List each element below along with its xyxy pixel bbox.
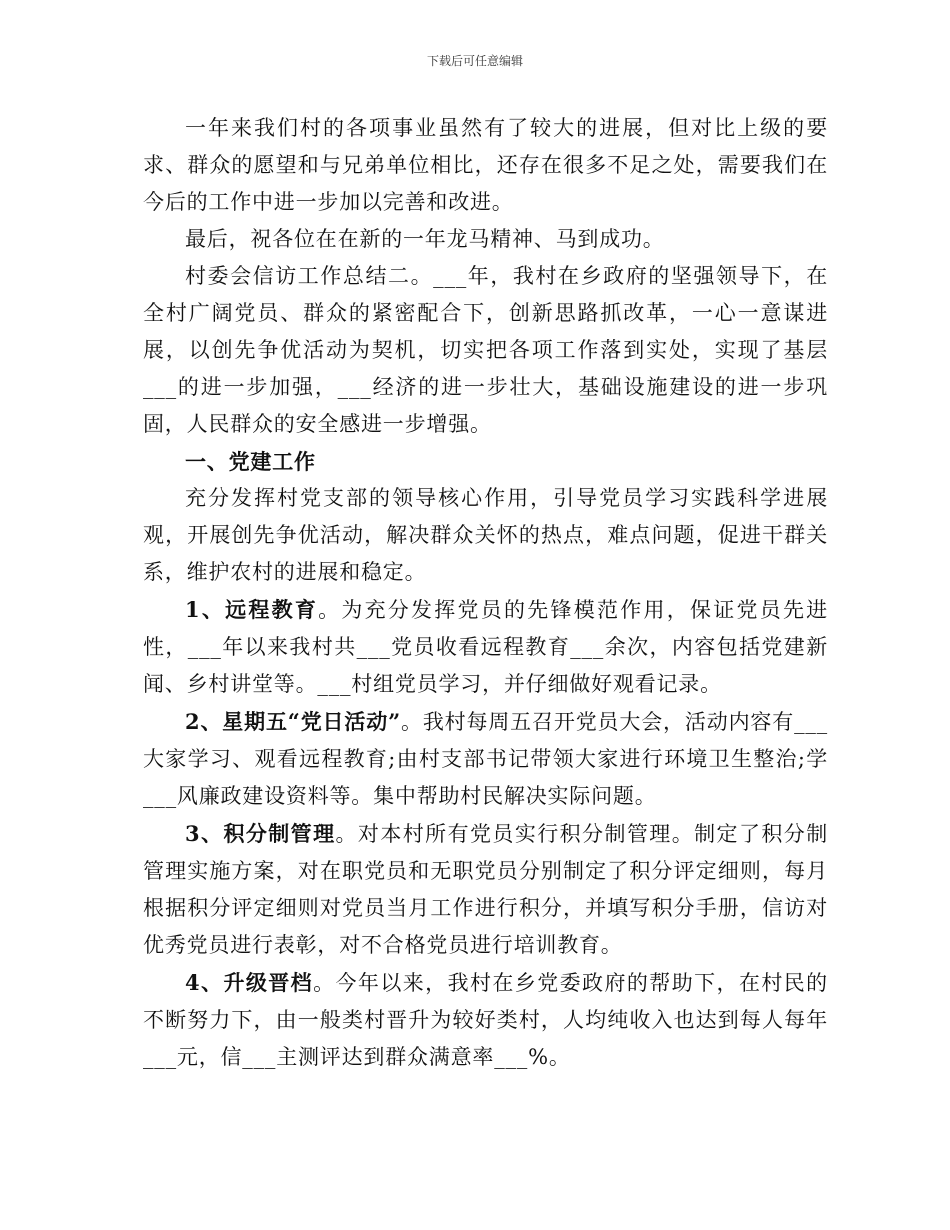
page-header-note: 下载后可任意编辑: [426, 54, 523, 68]
paragraph-text: 。对本村所有党员实行积分制管理。制定了积分制管理实施方案，对在职党员和无职党员分别制定了积分评定细则，每月根据积分评定细则对党员当月工作进行积分，并填写积分手册，信访对优秀党员进行表彰，对不合格党员进行培训教育。: [143, 822, 828, 957]
paragraph-shortcomings: [143, 110, 828, 221]
paragraph-text: 最后，祝各位在在新的一年龙马精神、马到成功。: [185, 227, 665, 251]
paragraph-friday-party-day: [143, 703, 828, 815]
paragraph-party-core-role: [143, 480, 828, 591]
paragraph-text: 一年来我们村的各项事业虽然有了较大的进展，但对比上级的要求、群众的愿望和与兄弟单位相比，还存在很多不足之处，需要我们在今后的工作中进一步加以完善和改进。: [143, 116, 828, 214]
paragraph-remote-education: [143, 591, 828, 703]
item-title: 3、积分制管理: [185, 821, 336, 846]
paragraph-text: 。我村每周五召开党员大会，活动内容有___大家学习、观看远程教育;由村支部书记带领大家进行环境卫生整治;学___风廉政建设资料等。集中帮助村民解决实际问题。: [143, 710, 828, 808]
paragraph-upgrade-rank: [143, 964, 828, 1076]
paragraph-summary-two: [143, 258, 828, 443]
item-title: 2、星期五“党日活动”: [185, 709, 401, 734]
section-heading-party-building: [143, 443, 828, 480]
document-body: [143, 110, 828, 1076]
item-title: 4、升级晋档: [185, 970, 314, 995]
paragraph-closing-wishes: [143, 221, 828, 258]
paragraph-text: 充分发挥村党支部的领导核心作用，引导党员学习实践科学进展观，开展创先争优活动，解决群众关怀的热点，难点问题，促进干群关系，维护农村的进展和稳定。: [143, 486, 828, 584]
item-title: 1、远程教育: [185, 597, 319, 622]
paragraph-text: 村委会信访工作总结二。___年，我村在乡政府的坚强领导下，在全村广阔党员、群众的紧密配合下，创新思路抓改革，一心一意谋进展，以创先争优活动为契机，切实把各项工作落到实处，实现了基层___的进一步加强，___经济的进一步壮大，基础设施建设的进一步巩固，人民群众的安全感进一步增强。: [143, 264, 828, 436]
heading-text: 一、党建工作: [185, 449, 316, 474]
paragraph-text: 。为充分发挥党员的先锋模范作用，保证党员先进性，___年以来我村共___党员收看远程教育___余次，内容包括党建新闻、乡村讲堂等。___村组党员学习，并仔细做好观看记录。: [143, 598, 828, 696]
paragraph-points-management: [143, 815, 828, 964]
paragraph-text: 。今年以来，我村在乡党委政府的帮助下，在村民的不断努力下，由一般类村晋升为较好类村，人均纯收入也达到每人每年___元，信___主测评达到群众满意率___%。: [143, 971, 828, 1069]
